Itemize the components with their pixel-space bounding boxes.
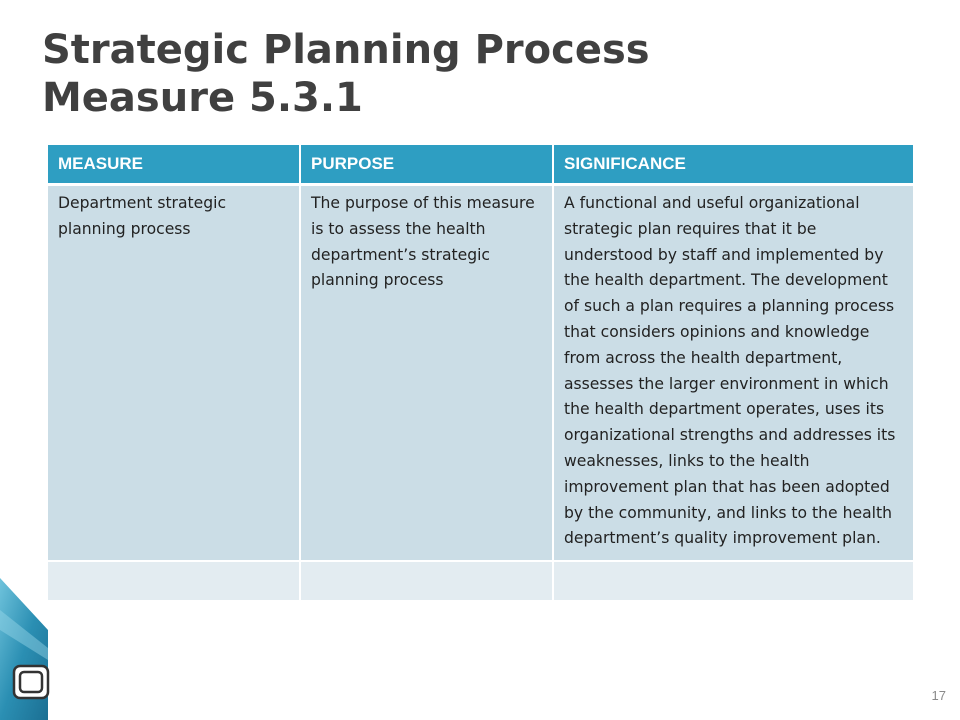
slide-title-line-2: Measure 5.3.1 — [42, 75, 363, 121]
table-row-empty — [48, 561, 913, 601]
logo-icon — [14, 666, 48, 698]
cell-measure: Department strategic planning process — [48, 185, 300, 562]
empty-cell — [48, 561, 300, 601]
slide-title — [42, 26, 922, 122]
header-measure: MEASURE — [48, 145, 300, 185]
empty-cell — [300, 561, 553, 601]
header-purpose: PURPOSE — [300, 145, 553, 185]
cell-significance: A functional and useful organizational strategic plan requires that it be understood by staff and implemented by the health department. The development of such a plan requires a planning process that considers opinions and knowledge from across the health department, assesses the larger environment in which the health department operates, uses its organizational strengths and addresses its weaknesses, links to the health improvement plan that has been adopted by the community, and links to the health department’s quality improvement plan. — [553, 185, 913, 562]
slide-title-line-1: Strategic Planning Process — [42, 27, 650, 73]
measure-table — [48, 145, 913, 602]
table-row — [48, 185, 913, 562]
slide-number: 17 — [931, 688, 946, 703]
cell-purpose: The purpose of this measure is to assess the health department’s strategic planning process — [300, 185, 553, 562]
table-header-row — [48, 145, 913, 185]
empty-cell — [553, 561, 913, 601]
header-significance: SIGNIFICANCE — [553, 145, 913, 185]
